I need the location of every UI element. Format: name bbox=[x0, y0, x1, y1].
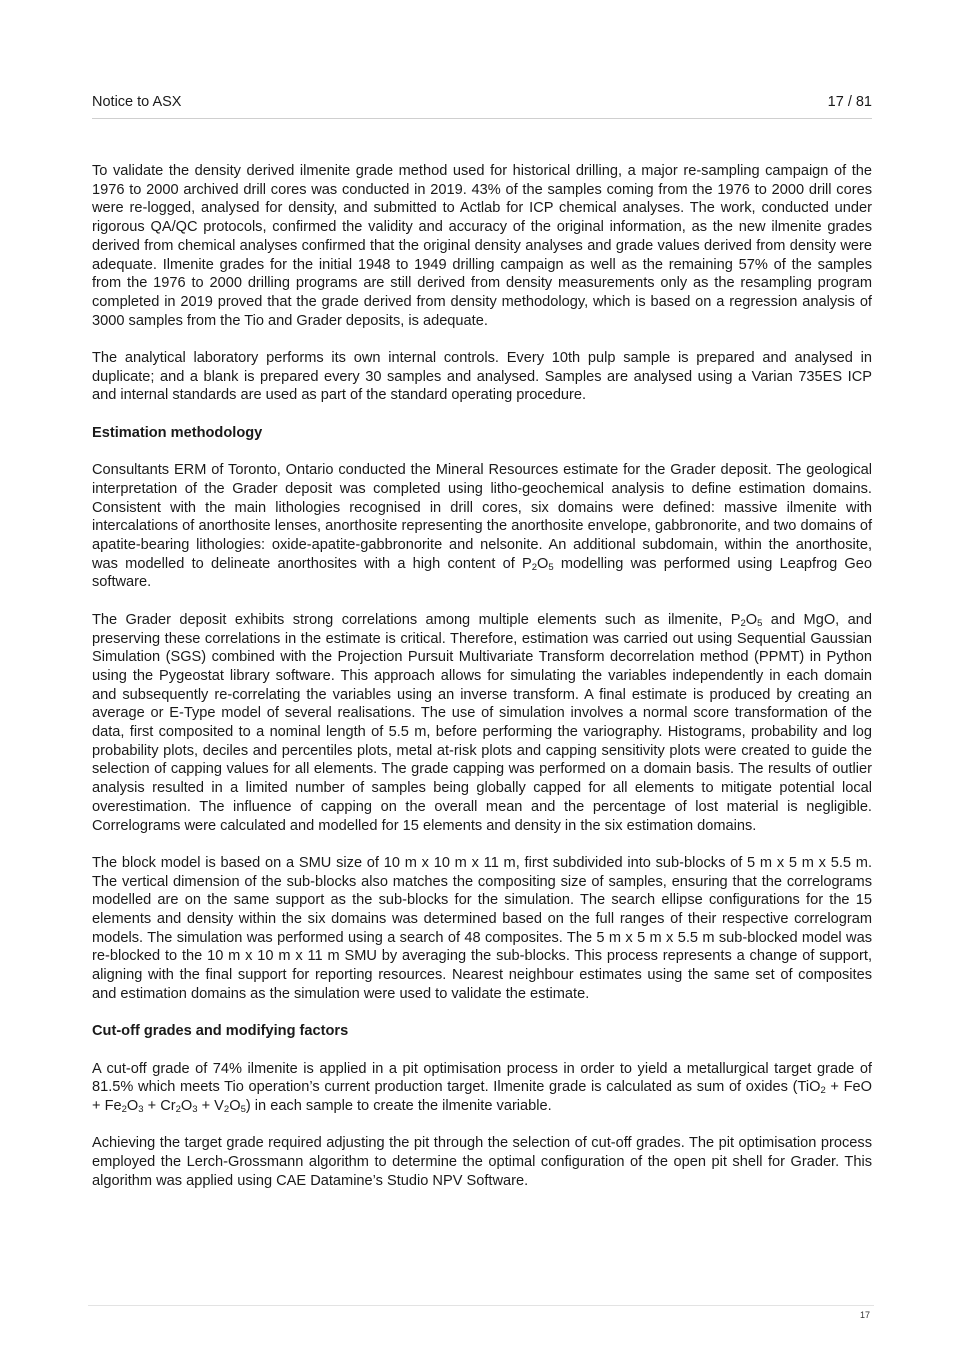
page-header bbox=[92, 92, 872, 119]
text-run: The Grader deposit exhibits strong correlations among multiple elements such as ilmenite, P bbox=[92, 611, 741, 628]
subscript: 5 bbox=[240, 1104, 246, 1116]
text-run: O bbox=[126, 1098, 139, 1115]
header-title: Notice to ASX bbox=[92, 94, 182, 110]
subscript: 2 bbox=[223, 1104, 230, 1116]
text-run: O bbox=[745, 611, 758, 628]
text-run: + FeO + Fe bbox=[92, 1079, 873, 1115]
paragraph-lab-controls: The analytical laboratory performs its own internal controls. Every 10th pulp sample is prepared and analysed in duplicate; and a blank is prepared every 30 samples and analysed. Samples are analysed using a Varian 735ES ICP and internal standards are used as part of the standard operating procedure. bbox=[92, 350, 872, 404]
text-run: + V bbox=[197, 1098, 224, 1115]
footer-page-number: 17 bbox=[859, 1310, 870, 1320]
paragraph-pit-optimisation: Achieving the target grade required adjusting the pit through the selection of cut-off grades. The pit optimisation process employed the Lerch-Grossmann algorithm to determine the optimal configuration of the open pit shell for Grader. This algorithm was applied using CAE Datamine’s Studio NPV Software. bbox=[92, 1135, 872, 1189]
text-run: A cut-off grade of 74% ilmenite is applied in a pit optimisation process in order to yield a metallurgical target grade of 81.5% which meets Tio operation’s current production target. Ilmenite grade is calculated as sum of oxides (TiO bbox=[92, 1060, 872, 1096]
text-run: O bbox=[180, 1098, 193, 1115]
subscript: 3 bbox=[192, 1104, 198, 1116]
text-run: Consultants ERM of Toronto, Ontario conducted the Mineral Resources estimate for the Grader deposit. The geological interpretation of the Grader deposit was completed using litho-geochemical analysis to define estimation domains. Consistent with the main lithologies recognised in drill cores, six domains were defined: massive ilmenite with intercalations of anorthosite lenses, anorthosite representing the anorthosite envelope, gabbronorite, and two domains of apatite-bearing lithologies: oxide-apatite-gabbronorite and nelsonite. An additional subdomain, within the anorthosite, was modelled to delineate anorthosites with a high content of P bbox=[92, 462, 872, 572]
text-run: O bbox=[229, 1098, 241, 1115]
text-run: + Cr bbox=[143, 1098, 176, 1115]
subscript: 5 bbox=[548, 561, 554, 573]
subscript: 5 bbox=[757, 617, 763, 629]
paragraph-cutoff-grade bbox=[92, 1060, 872, 1116]
document-body bbox=[92, 162, 872, 1209]
subscript: 3 bbox=[138, 1104, 144, 1116]
footer-divider bbox=[88, 1305, 874, 1306]
text-run: modelling was performed using Leapfrog Geo software. bbox=[92, 555, 872, 591]
heading-cutoff-grades: Cut-off grades and modifying factors bbox=[92, 1023, 349, 1040]
subscript: 2 bbox=[531, 561, 538, 573]
text-run: O bbox=[537, 555, 549, 572]
paragraph-validation: To validate the density derived ilmenite grade method used for historical drilling, a major re-sampling campaign of the 1976 to 2000 archived drill cores was conducted in 2019. 43% of the samples coming from the 1976 to 2000 drill cores were re-logged, analysed for density, and submitted to Actlab for ICP chemical analyses. The work, conducted under rigorous QA/QC protocols, confirmed the validity and accuracy of the original information, as the new ilmenite grades derived from chemical analyses confirmed that the original density analyses and grade values derived from density were adequate. Ilmenite grades for the initial 1948 to 1949 drilling campaign as well as the remaining 57% of the samples from the 1976 to 2000 drilling programs are still derived from density measurements only as the resampling program completed in 2019 proved that the grade derived from density methodology, which is based on a regression analysis of 3000 samples from the Tio and Grader deposits, is adequate. bbox=[92, 163, 872, 329]
heading-estimation-methodology: Estimation methodology bbox=[92, 424, 263, 441]
subscript: 2 bbox=[121, 1104, 127, 1116]
subscript: 2 bbox=[820, 1085, 826, 1097]
subscript: 2 bbox=[740, 617, 746, 629]
paragraph-correlations bbox=[92, 611, 872, 835]
text-run: and MgO, and preserving these correlations in the estimate is critical. Therefore, estimation was carried out using Sequential Gaussian Simulation (SGS) combined with the Projection Pursuit Multivariate Transform decorrelation method (PPMT) in Python using the Pygeostat library software. This approach allows for simulating the variables independently in each domain and subsequently re-correlating the variables using an inverse transform. A final estimate is produced by creating an average or E-Type model of several realisations. The use of simulation involves a normal score transformation of the data, first composited to a nominal length of 5.5 m, before performing the variography. Histograms, probability and log probability plots, deciles and percentiles plots, metal at-risk plots and capping sensitivity plots were created to guide the selection of capping values for all elements. The grade capping was performed on a domain basis. The results of outlier analysis resulted in a limited number of samples being globally capped for all elements to mitigate potential local overestimation. The influence of capping on the overall mean and the percentage of lost material is negligible. Correlograms were calculated and modelled for 15 elements and density in the six estimation domains. bbox=[92, 611, 872, 834]
paragraph-consultants bbox=[92, 461, 872, 592]
text-run: ) in each sample to create the ilmenite variable. bbox=[245, 1098, 552, 1115]
paragraph-block-model: The block model is based on a SMU size of 10 m x 10 m x 11 m, first subdivided into sub-blocks of 5 m x 5 m x 5.5 m. The vertical dimension of the sub-blocks also matches the compositing size of samples, ensuring that the correlograms modelled are on the same support as the sub-blocks for the simulation. The search ellipse configurations for the 15 elements and density within the six domains was determined based on the full ranges of their respective correlogram models. The simulation was performed using a search of 48 composites. The 5 m x 5 m x 5.5 m sub-blocked model was re-blocked to the 10 m x 10 m x 11 m SMU by averaging the sub-blocks. This process represents a change of support, aligning with the final support for reporting resources. Nearest neighbour estimates using the same set of composites and estimation domains as the simulation were used to validate the estimate. bbox=[92, 854, 872, 1002]
header-page-indicator: 17 / 81 bbox=[827, 94, 872, 110]
subscript: 2 bbox=[175, 1104, 181, 1116]
